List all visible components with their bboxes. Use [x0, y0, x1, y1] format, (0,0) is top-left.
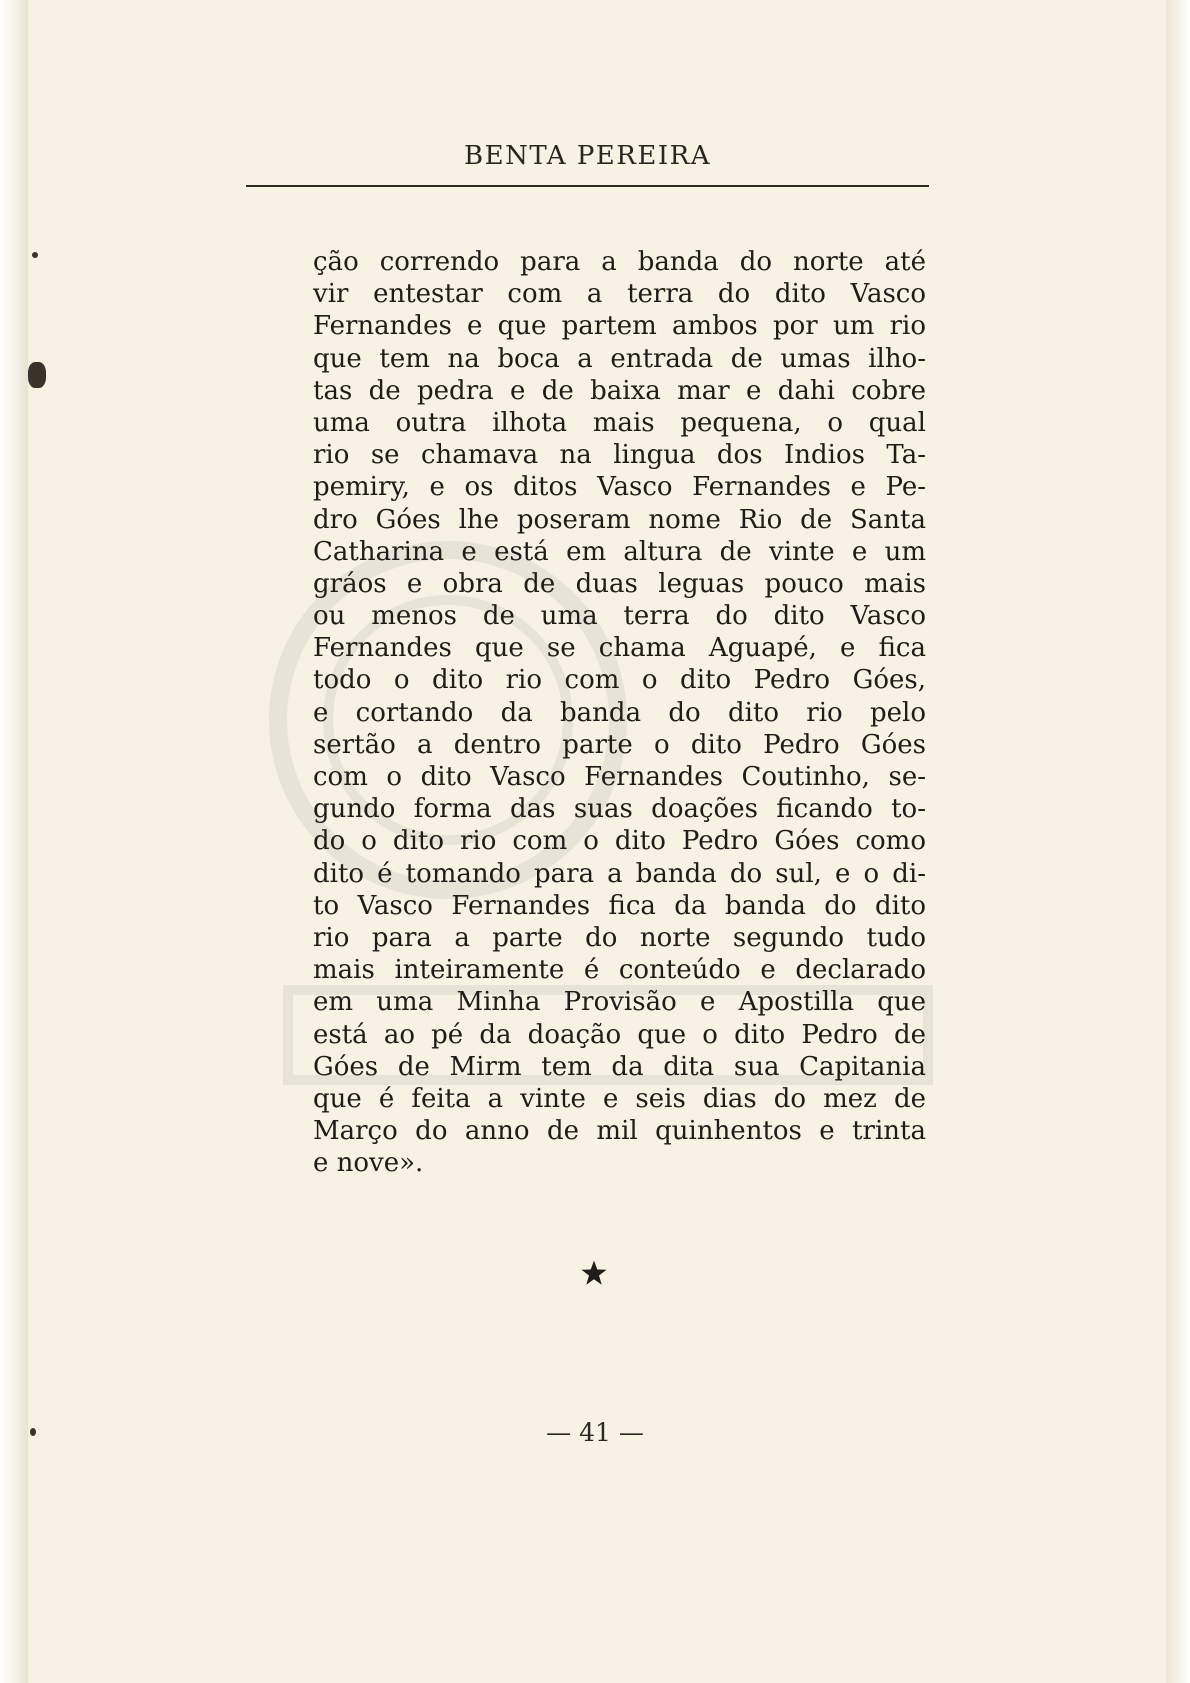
- text-line: tas de pedra e de baixa mar e dahi cobre: [313, 375, 926, 406]
- text-line: Março do anno de mil quinhentos e trinta: [313, 1116, 926, 1147]
- text-line: Catharina e está em altura de vinte e um: [313, 536, 926, 567]
- text-line: ção correndo para a banda do norte até: [313, 247, 926, 277]
- text-line: gundo forma das suas doações ficando to-: [313, 794, 926, 825]
- text-line: gráos e obra de duas leguas pouco mais: [313, 568, 926, 599]
- text-line: Fernandes que se chama Aguapé, e fica: [313, 633, 926, 664]
- text-line: mais inteiramente é conteúdo e declarado: [313, 955, 926, 986]
- scan-margin-left: [0, 0, 28, 1683]
- text-line: em uma Minha Provisão e Apostilla que: [313, 987, 926, 1018]
- edge-blemish: [30, 1428, 36, 1436]
- text-line: dito é tomando para a banda do sul, e o di-: [313, 858, 926, 889]
- body-text: [313, 246, 926, 1179]
- text-line: todo o dito rio com o dito Pedro Góes,: [313, 665, 926, 696]
- text-line: que tem na boca a entrada de umas ilho-: [313, 343, 926, 374]
- text-line: Fernandes e que partem ambos por um rio: [313, 311, 926, 342]
- text-line: Góes de Mirm tem da dita sua Capitania: [313, 1051, 926, 1082]
- text-line: e cortando da banda do dito rio pelo: [313, 697, 926, 728]
- edge-blemish: [28, 362, 46, 388]
- edge-blemish: [32, 252, 38, 258]
- star-ornament-icon: [579, 1258, 609, 1288]
- text-line: com o dito Vasco Fernandes Coutinho, se-: [313, 762, 926, 792]
- text-line: rio para a parte do norte segundo tudo: [313, 922, 926, 953]
- scan-margin-right: [1166, 0, 1190, 1683]
- text-line: ou menos de uma terra do dito Vasco: [313, 601, 926, 632]
- text-line: to Vasco Fernandes fica da banda do dito: [313, 890, 926, 921]
- text-line: está ao pé da doação que o dito Pedro de: [313, 1019, 926, 1050]
- text-line: e nove».: [313, 1148, 424, 1179]
- text-line: sertão a dentro parte o dito Pedro Góes: [313, 729, 926, 760]
- header-rule: [246, 185, 929, 187]
- text-line: dro Góes lhe poseram nome Rio de Santa: [313, 504, 926, 535]
- text-line: uma outra ilhota mais pequena, o qual: [313, 407, 926, 438]
- text-line: vir entestar com a terra do dito Vasco: [313, 279, 926, 310]
- text-line: rio se chamava na lingua dos Indios Ta-: [313, 440, 926, 471]
- text-line: que é feita a vinte e seis dias do mez de: [313, 1083, 926, 1114]
- text-line: pemiry, e os ditos Vasco Fernandes e Pe-: [313, 472, 926, 503]
- running-head: BENTA PEREIRA: [464, 141, 711, 171]
- text-line: do o dito rio com o dito Pedro Góes como: [313, 826, 926, 857]
- page-number: — 41 —: [546, 1418, 644, 1447]
